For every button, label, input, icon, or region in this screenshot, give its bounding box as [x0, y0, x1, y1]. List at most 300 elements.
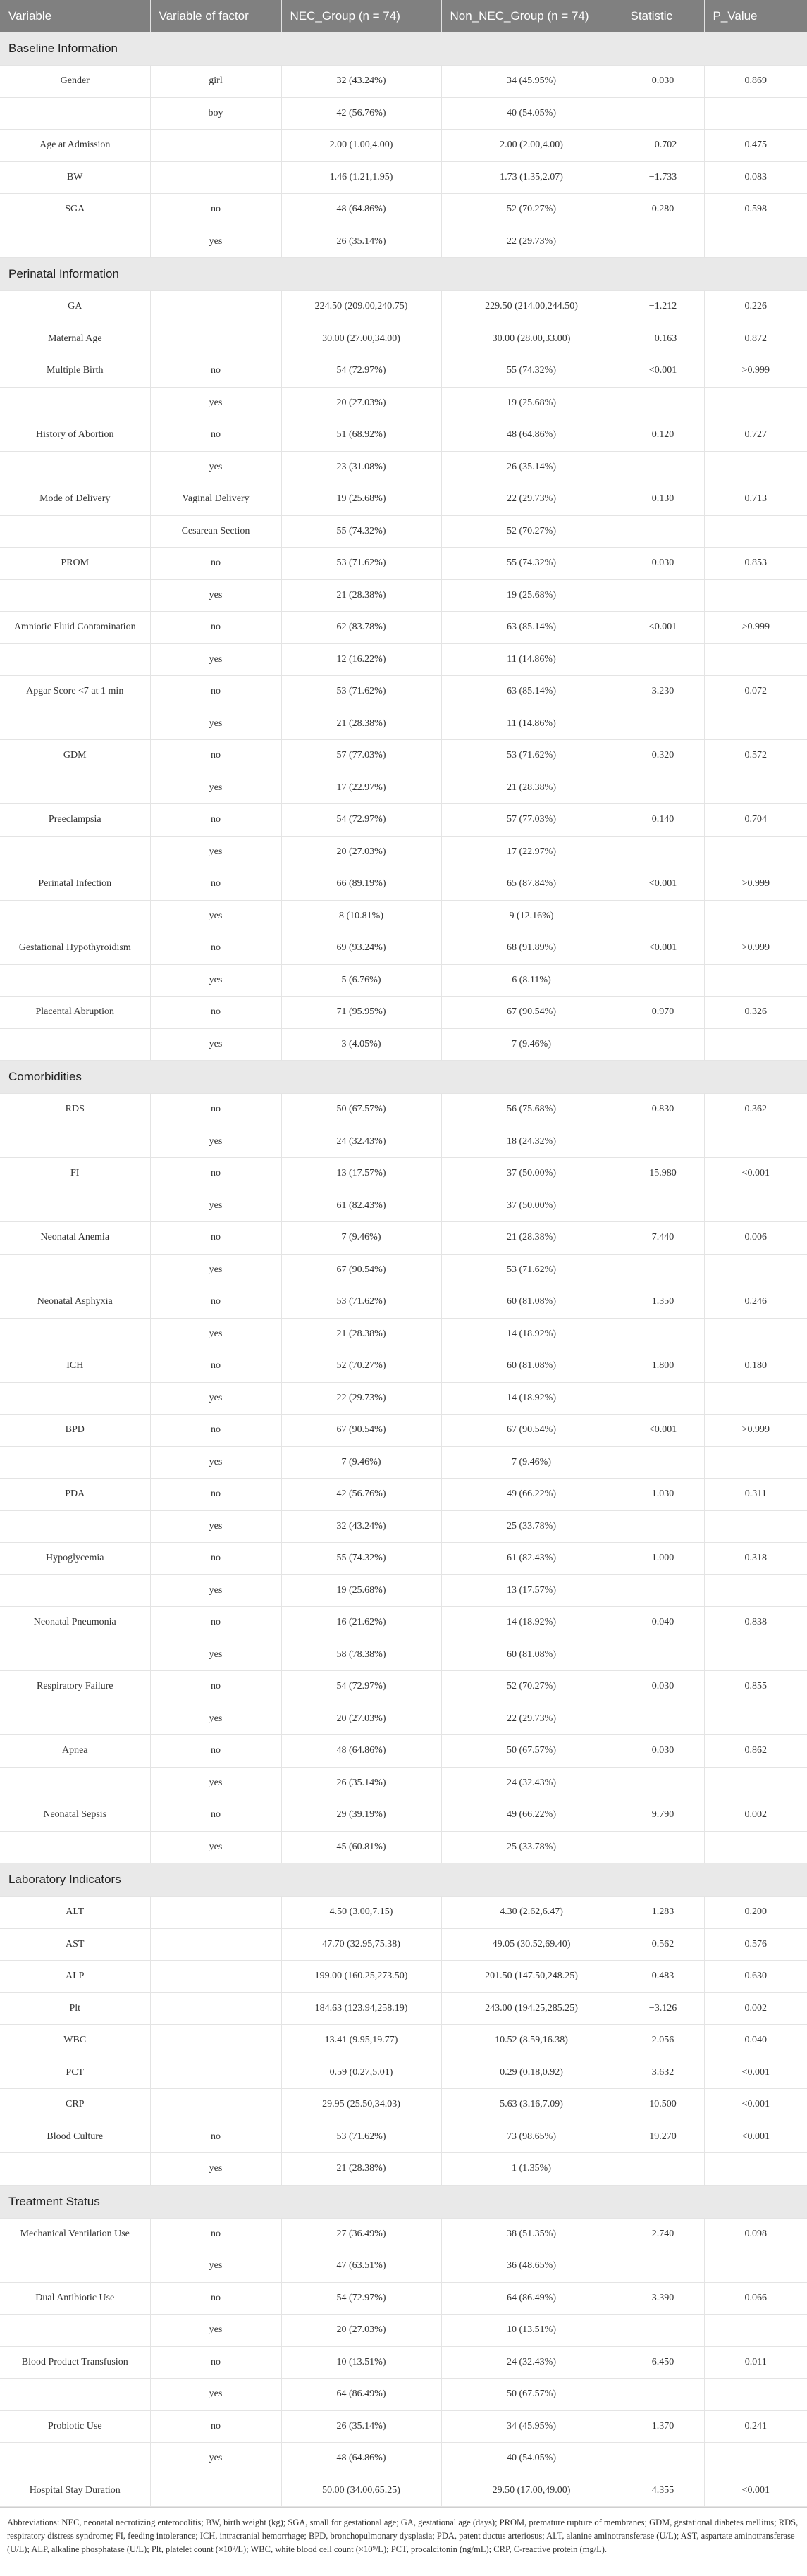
statistic-cell: 1.030 — [622, 1479, 704, 1511]
non-nec-group-cell: 50 (67.57%) — [441, 2379, 622, 2411]
p-value-cell — [704, 900, 807, 932]
nec-group-cell: 22 (29.73%) — [281, 1382, 441, 1415]
p-value-cell: 0.200 — [704, 1897, 807, 1929]
p-value-cell: 0.006 — [704, 1222, 807, 1255]
header-variable-of-factor: Variable of factor — [150, 0, 281, 32]
non-nec-group-cell: 48 (64.86%) — [441, 419, 622, 452]
factor-cell: yes — [150, 708, 281, 740]
p-value-cell — [704, 1574, 807, 1607]
nec-group-cell: 17 (22.97%) — [281, 772, 441, 804]
variable-cell — [0, 387, 150, 419]
statistic-cell: <0.001 — [622, 868, 704, 901]
non-nec-group-cell: 14 (18.92%) — [441, 1318, 622, 1350]
table-row — [0, 2089, 807, 2121]
non-nec-group-cell: 4.30 (2.62,6.47) — [441, 1897, 622, 1929]
p-value-cell — [704, 836, 807, 868]
factor-cell: no — [150, 355, 281, 388]
nec-group-cell: 32 (43.24%) — [281, 1510, 441, 1543]
table-row — [0, 355, 807, 388]
non-nec-group-cell: 22 (29.73%) — [441, 1703, 622, 1735]
statistic-cell — [622, 1028, 704, 1061]
header-nec-group: NEC_Group (n = 74) — [281, 0, 441, 32]
non-nec-group-cell: 52 (70.27%) — [441, 1671, 622, 1703]
nec-group-cell: 42 (56.76%) — [281, 97, 441, 130]
table-row — [0, 1767, 807, 1799]
variable-cell — [0, 708, 150, 740]
statistic-cell: 3.390 — [622, 2282, 704, 2315]
nec-group-cell: 66 (89.19%) — [281, 868, 441, 901]
variable-cell — [0, 1639, 150, 1671]
statistic-cell — [622, 643, 704, 676]
non-nec-group-cell: 229.50 (214.00,244.50) — [441, 291, 622, 323]
factor-cell — [150, 2475, 281, 2507]
factor-cell: no — [150, 676, 281, 708]
nec-group-cell: 69 (93.24%) — [281, 932, 441, 965]
non-nec-group-cell: 19 (25.68%) — [441, 579, 622, 612]
non-nec-group-cell: 61 (82.43%) — [441, 1543, 622, 1575]
table-row — [0, 387, 807, 419]
statistic-cell — [622, 1831, 704, 1863]
statistic-cell — [622, 1382, 704, 1415]
p-value-cell — [704, 2379, 807, 2411]
variable-cell: RDS — [0, 1094, 150, 1126]
non-nec-group-cell: 37 (50.00%) — [441, 1158, 622, 1190]
variable-cell: Hospital Stay Duration — [0, 2475, 150, 2507]
statistic-cell: 0.130 — [622, 483, 704, 516]
statistic-cell: −1.212 — [622, 291, 704, 323]
variable-cell — [0, 1767, 150, 1799]
table-row — [0, 483, 807, 516]
factor-cell: yes — [150, 1510, 281, 1543]
statistic-cell: 1.800 — [622, 1350, 704, 1383]
statistic-cell — [622, 1574, 704, 1607]
nec-group-cell: 16 (21.62%) — [281, 1607, 441, 1639]
nec-group-cell: 53 (71.62%) — [281, 676, 441, 708]
nec-group-cell: 13 (17.57%) — [281, 1158, 441, 1190]
nec-group-cell: 3 (4.05%) — [281, 1028, 441, 1061]
nec-group-cell: 29.95 (25.50,34.03) — [281, 2089, 441, 2121]
variable-cell — [0, 964, 150, 997]
table-row — [0, 1158, 807, 1190]
nec-group-cell: 21 (28.38%) — [281, 708, 441, 740]
p-value-cell: 0.872 — [704, 323, 807, 355]
variable-cell — [0, 2379, 150, 2411]
factor-cell: no — [150, 740, 281, 772]
nec-group-cell: 0.59 (0.27,5.01) — [281, 2057, 441, 2089]
nec-group-cell: 54 (72.97%) — [281, 804, 441, 837]
table-row — [0, 451, 807, 483]
statistic-cell — [622, 836, 704, 868]
statistic-cell: 0.320 — [622, 740, 704, 772]
nec-group-cell: 20 (27.03%) — [281, 1703, 441, 1735]
variable-cell: Maternal Age — [0, 323, 150, 355]
variable-cell: BPD — [0, 1415, 150, 1447]
nec-group-cell: 47 (63.51%) — [281, 2250, 441, 2283]
table-row — [0, 1639, 807, 1671]
statistic-cell — [622, 1639, 704, 1671]
factor-cell: yes — [150, 226, 281, 258]
statistic-cell: 19.270 — [622, 2121, 704, 2153]
factor-cell — [150, 1992, 281, 2025]
non-nec-group-cell: 1.73 (1.35,2.07) — [441, 161, 622, 194]
non-nec-group-cell: 10.52 (8.59,16.38) — [441, 2025, 622, 2057]
statistic-cell: 15.980 — [622, 1158, 704, 1190]
nec-group-cell: 53 (71.62%) — [281, 548, 441, 580]
variable-cell — [0, 2443, 150, 2475]
factor-cell: no — [150, 868, 281, 901]
table-row — [0, 1703, 807, 1735]
variable-cell: GA — [0, 291, 150, 323]
factor-cell: yes — [150, 1767, 281, 1799]
non-nec-group-cell: 60 (81.08%) — [441, 1286, 622, 1319]
table-row — [0, 2410, 807, 2443]
non-nec-group-cell: 10 (13.51%) — [441, 2315, 622, 2347]
non-nec-group-cell: 34 (45.95%) — [441, 2410, 622, 2443]
table-row — [0, 1831, 807, 1863]
non-nec-group-cell: 63 (85.14%) — [441, 612, 622, 644]
p-value-cell — [704, 1767, 807, 1799]
factor-cell: yes — [150, 964, 281, 997]
factor-cell: no — [150, 997, 281, 1029]
p-value-cell: 0.838 — [704, 1607, 807, 1639]
variable-cell: Neonatal Sepsis — [0, 1799, 150, 1832]
non-nec-group-cell: 0.29 (0.18,0.92) — [441, 2057, 622, 2089]
p-value-cell — [704, 579, 807, 612]
table-row — [0, 2346, 807, 2379]
variable-cell — [0, 2153, 150, 2186]
factor-cell: no — [150, 419, 281, 452]
factor-cell — [150, 291, 281, 323]
table-row — [0, 1574, 807, 1607]
p-value-cell: 0.475 — [704, 130, 807, 162]
non-nec-group-cell: 63 (85.14%) — [441, 676, 622, 708]
nec-group-cell: 61 (82.43%) — [281, 1190, 441, 1222]
table-row — [0, 1222, 807, 1255]
factor-cell: yes — [150, 579, 281, 612]
nec-group-cell: 57 (77.03%) — [281, 740, 441, 772]
p-value-cell: 0.002 — [704, 1992, 807, 2025]
p-value-cell: <0.001 — [704, 2475, 807, 2507]
factor-cell: yes — [150, 1318, 281, 1350]
statistic-cell — [622, 2379, 704, 2411]
table-row — [0, 1382, 807, 1415]
p-value-cell — [704, 1318, 807, 1350]
factor-cell — [150, 323, 281, 355]
statistic-cell — [622, 1126, 704, 1158]
non-nec-group-cell: 52 (70.27%) — [441, 515, 622, 548]
variable-cell: Neonatal Asphyxia — [0, 1286, 150, 1319]
variable-cell — [0, 900, 150, 932]
non-nec-group-cell: 19 (25.68%) — [441, 387, 622, 419]
variable-cell — [0, 1831, 150, 1863]
statistic-cell — [622, 772, 704, 804]
table-row — [0, 2057, 807, 2089]
p-value-cell — [704, 708, 807, 740]
p-value-cell: 0.869 — [704, 66, 807, 98]
variable-cell: AST — [0, 1928, 150, 1961]
p-value-cell: 0.246 — [704, 1286, 807, 1319]
table-row — [0, 1735, 807, 1768]
p-value-cell: 0.576 — [704, 1928, 807, 1961]
non-nec-group-cell: 73 (98.65%) — [441, 2121, 622, 2153]
variable-cell: Amniotic Fluid Contamination — [0, 612, 150, 644]
non-nec-group-cell: 17 (22.97%) — [441, 836, 622, 868]
p-value-cell — [704, 772, 807, 804]
variable-cell: Probiotic Use — [0, 2410, 150, 2443]
section-title: Treatment Status — [0, 2185, 807, 2218]
nec-group-cell: 54 (72.97%) — [281, 355, 441, 388]
factor-cell: no — [150, 1158, 281, 1190]
non-nec-group-cell: 7 (9.46%) — [441, 1028, 622, 1061]
statistic-cell: 7.440 — [622, 1222, 704, 1255]
variable-cell: PCT — [0, 2057, 150, 2089]
nec-group-cell: 45 (60.81%) — [281, 1831, 441, 1863]
variable-cell — [0, 1318, 150, 1350]
non-nec-group-cell: 14 (18.92%) — [441, 1607, 622, 1639]
nec-group-cell: 26 (35.14%) — [281, 2410, 441, 2443]
variable-cell — [0, 2250, 150, 2283]
p-value-cell — [704, 1382, 807, 1415]
variable-cell — [0, 2315, 150, 2347]
factor-cell: no — [150, 1286, 281, 1319]
nec-group-cell: 53 (71.62%) — [281, 2121, 441, 2153]
statistic-cell: 0.140 — [622, 804, 704, 837]
non-nec-group-cell: 29.50 (17.00,49.00) — [441, 2475, 622, 2507]
variable-cell: CRP — [0, 2089, 150, 2121]
p-value-cell: >0.999 — [704, 612, 807, 644]
table-row — [0, 676, 807, 708]
nec-group-cell: 4.50 (3.00,7.15) — [281, 1897, 441, 1929]
non-nec-group-cell: 64 (86.49%) — [441, 2282, 622, 2315]
statistic-cell: <0.001 — [622, 612, 704, 644]
non-nec-group-cell: 6 (8.11%) — [441, 964, 622, 997]
statistic-cell: 0.970 — [622, 997, 704, 1029]
table-row — [0, 1799, 807, 1832]
variable-cell — [0, 643, 150, 676]
p-value-cell: 0.572 — [704, 740, 807, 772]
header-non-nec-group: Non_NEC_Group (n = 74) — [441, 0, 622, 32]
p-value-cell: 0.011 — [704, 2346, 807, 2379]
table-row — [0, 161, 807, 194]
nec-group-cell: 21 (28.38%) — [281, 579, 441, 612]
nec-group-cell: 55 (74.32%) — [281, 515, 441, 548]
variable-cell: ALT — [0, 1897, 150, 1929]
factor-cell: yes — [150, 2379, 281, 2411]
statistic-cell: 6.450 — [622, 2346, 704, 2379]
factor-cell: yes — [150, 451, 281, 483]
non-nec-group-cell: 25 (33.78%) — [441, 1831, 622, 1863]
p-value-cell: 0.598 — [704, 194, 807, 226]
statistic-cell: 0.483 — [622, 1961, 704, 1993]
p-value-cell — [704, 643, 807, 676]
variable-cell: Preeclampsia — [0, 804, 150, 837]
factor-cell: no — [150, 2218, 281, 2250]
factor-cell: yes — [150, 2315, 281, 2347]
factor-cell: Cesarean Section — [150, 515, 281, 548]
table-row — [0, 1094, 807, 1126]
nec-group-cell: 23 (31.08%) — [281, 451, 441, 483]
table-row — [0, 772, 807, 804]
statistic-cell — [622, 900, 704, 932]
p-value-cell: <0.001 — [704, 2057, 807, 2089]
table-row — [0, 1479, 807, 1511]
variable-cell — [0, 1446, 150, 1479]
statistic-cell: −1.733 — [622, 161, 704, 194]
statistic-cell: 0.030 — [622, 1671, 704, 1703]
factor-cell: Vaginal Delivery — [150, 483, 281, 516]
p-value-cell: 0.362 — [704, 1094, 807, 1126]
non-nec-group-cell: 53 (71.62%) — [441, 1254, 622, 1286]
table-row — [0, 836, 807, 868]
non-nec-group-cell: 25 (33.78%) — [441, 1510, 622, 1543]
non-nec-group-cell: 55 (74.32%) — [441, 548, 622, 580]
non-nec-group-cell: 18 (24.32%) — [441, 1126, 622, 1158]
variable-cell: Dual Antibiotic Use — [0, 2282, 150, 2315]
table-row — [0, 932, 807, 965]
section-header-row — [0, 1863, 807, 1897]
statistic-cell: 2.740 — [622, 2218, 704, 2250]
table-row — [0, 1318, 807, 1350]
p-value-cell: <0.001 — [704, 1158, 807, 1190]
nec-group-cell: 8 (10.81%) — [281, 900, 441, 932]
factor-cell: yes — [150, 1446, 281, 1479]
factor-cell: yes — [150, 1382, 281, 1415]
statistic-cell: <0.001 — [622, 932, 704, 965]
non-nec-group-cell: 243.00 (194.25,285.25) — [441, 1992, 622, 2025]
variable-cell: Hypoglycemia — [0, 1543, 150, 1575]
table-row — [0, 1897, 807, 1929]
statistic-cell — [622, 1703, 704, 1735]
p-value-cell — [704, 226, 807, 258]
table-row — [0, 1286, 807, 1319]
table-row — [0, 548, 807, 580]
factor-cell: yes — [150, 2153, 281, 2186]
non-nec-group-cell: 60 (81.08%) — [441, 1350, 622, 1383]
variable-cell: WBC — [0, 2025, 150, 2057]
statistic-cell — [622, 451, 704, 483]
non-nec-group-cell: 36 (48.65%) — [441, 2250, 622, 2283]
table-row — [0, 964, 807, 997]
nec-group-cell: 54 (72.97%) — [281, 2282, 441, 2315]
statistic-cell — [622, 97, 704, 130]
variable-cell: SGA — [0, 194, 150, 226]
p-value-cell: 0.704 — [704, 804, 807, 837]
p-value-cell — [704, 1831, 807, 1863]
variable-cell — [0, 1574, 150, 1607]
nec-group-cell: 54 (72.97%) — [281, 1671, 441, 1703]
p-value-cell: 0.083 — [704, 161, 807, 194]
p-value-cell — [704, 1639, 807, 1671]
variable-cell — [0, 772, 150, 804]
nec-group-cell: 51 (68.92%) — [281, 419, 441, 452]
p-value-cell — [704, 2315, 807, 2347]
nec-group-cell: 26 (35.14%) — [281, 226, 441, 258]
header-row — [0, 0, 807, 32]
statistic-cell: 0.280 — [622, 194, 704, 226]
p-value-cell — [704, 2443, 807, 2475]
variable-cell — [0, 1028, 150, 1061]
table-row — [0, 1961, 807, 1993]
factor-cell — [150, 161, 281, 194]
nec-group-cell: 53 (71.62%) — [281, 1286, 441, 1319]
statistic-cell — [622, 226, 704, 258]
factor-cell: no — [150, 1671, 281, 1703]
section-header-row — [0, 1061, 807, 1094]
non-nec-group-cell: 22 (29.73%) — [441, 483, 622, 516]
nec-group-cell: 48 (64.86%) — [281, 194, 441, 226]
statistic-cell — [622, 2153, 704, 2186]
nec-group-cell: 7 (9.46%) — [281, 1222, 441, 1255]
factor-cell: yes — [150, 2443, 281, 2475]
factor-cell: yes — [150, 900, 281, 932]
p-value-cell — [704, 1028, 807, 1061]
p-value-cell: 0.326 — [704, 997, 807, 1029]
non-nec-group-cell: 53 (71.62%) — [441, 740, 622, 772]
p-value-cell: 0.241 — [704, 2410, 807, 2443]
table-row — [0, 1350, 807, 1383]
p-value-cell — [704, 387, 807, 419]
non-nec-group-cell: 65 (87.84%) — [441, 868, 622, 901]
factor-cell: no — [150, 2410, 281, 2443]
section-title: Perinatal Information — [0, 258, 807, 291]
variable-cell — [0, 451, 150, 483]
variable-cell: Multiple Birth — [0, 355, 150, 388]
nec-group-cell: 26 (35.14%) — [281, 1767, 441, 1799]
p-value-cell: 0.727 — [704, 419, 807, 452]
factor-cell — [150, 1897, 281, 1929]
variable-cell: PROM — [0, 548, 150, 580]
non-nec-group-cell: 14 (18.92%) — [441, 1382, 622, 1415]
factor-cell: yes — [150, 1126, 281, 1158]
variable-cell: Perinatal Infection — [0, 868, 150, 901]
table-row — [0, 2250, 807, 2283]
factor-cell: no — [150, 1415, 281, 1447]
statistic-cell: 1.350 — [622, 1286, 704, 1319]
factor-cell: no — [150, 1094, 281, 1126]
variable-cell: Plt — [0, 1992, 150, 2025]
table-row — [0, 323, 807, 355]
factor-cell — [150, 130, 281, 162]
non-nec-group-cell: 24 (32.43%) — [441, 1767, 622, 1799]
table-row — [0, 804, 807, 837]
non-nec-group-cell: 49 (66.22%) — [441, 1479, 622, 1511]
p-value-cell — [704, 2153, 807, 2186]
nec-group-cell: 21 (28.38%) — [281, 1318, 441, 1350]
nec-group-cell: 20 (27.03%) — [281, 387, 441, 419]
statistic-cell: 0.040 — [622, 1607, 704, 1639]
factor-cell: yes — [150, 1254, 281, 1286]
non-nec-group-cell: 49 (66.22%) — [441, 1799, 622, 1832]
statistic-cell — [622, 964, 704, 997]
nec-group-cell: 62 (83.78%) — [281, 612, 441, 644]
factor-cell: no — [150, 1479, 281, 1511]
p-value-cell: 0.862 — [704, 1735, 807, 1768]
table-row — [0, 1928, 807, 1961]
section-header-row — [0, 2185, 807, 2218]
non-nec-group-cell: 60 (81.08%) — [441, 1639, 622, 1671]
p-value-cell: <0.001 — [704, 2089, 807, 2121]
factor-cell: yes — [150, 1028, 281, 1061]
non-nec-group-cell: 26 (35.14%) — [441, 451, 622, 483]
factor-cell: yes — [150, 1703, 281, 1735]
non-nec-group-cell: 201.50 (147.50,248.25) — [441, 1961, 622, 1993]
table-row — [0, 2379, 807, 2411]
variable-cell — [0, 1254, 150, 1286]
variable-cell: ICH — [0, 1350, 150, 1383]
variable-cell — [0, 836, 150, 868]
variable-cell: Apgar Score <7 at 1 min — [0, 676, 150, 708]
p-value-cell: >0.999 — [704, 868, 807, 901]
